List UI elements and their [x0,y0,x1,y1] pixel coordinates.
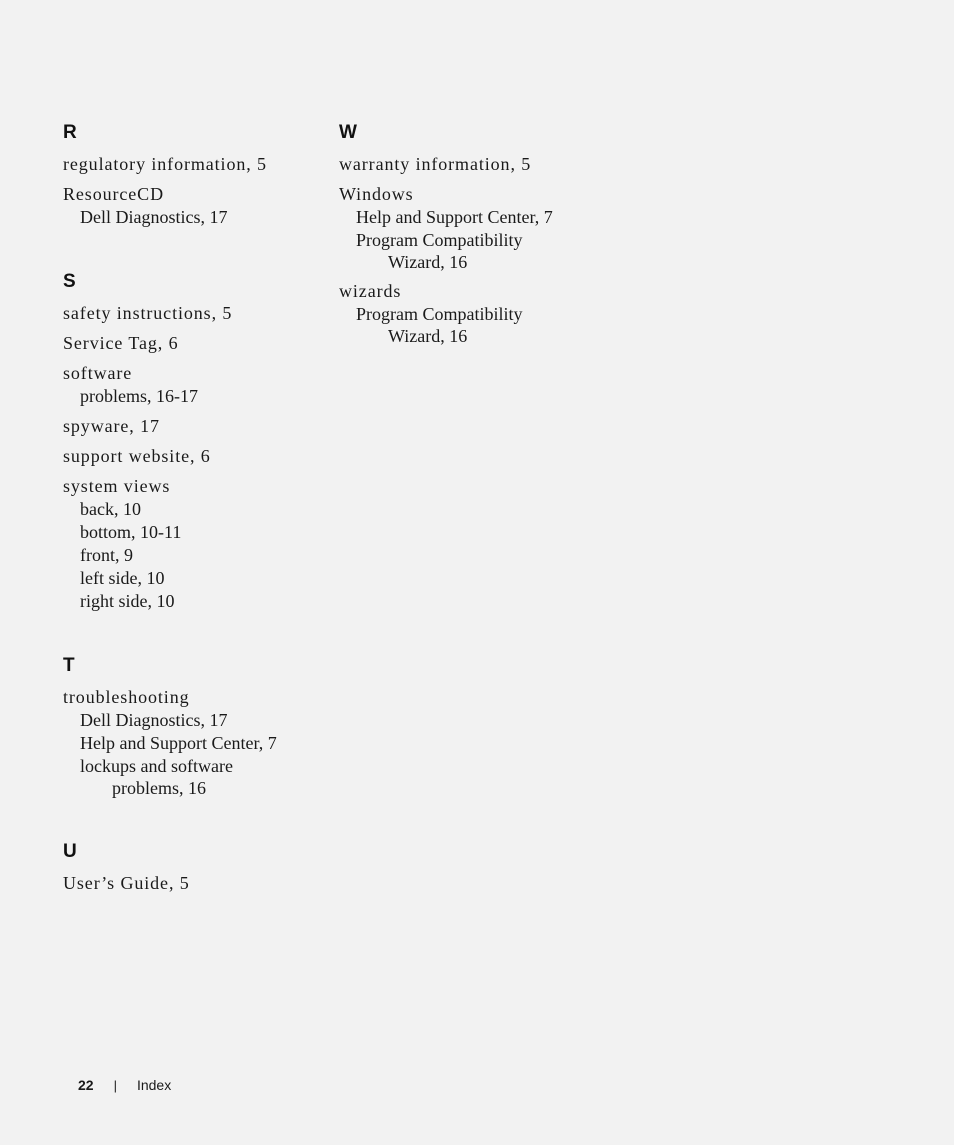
index-entry [63,445,323,468]
index-term: wizards [339,281,402,301]
page-number: 22 [78,1077,94,1093]
index-section-w [339,122,639,347]
index-subterm: back, 10 [80,499,141,519]
index-subterm-continuation: Wizard, 16 [388,252,468,272]
index-section-r [63,122,323,229]
index-subterm: bottom, 10-11 [80,522,182,542]
index-term: Service Tag, 6 [63,333,179,353]
index-term: regulatory information, 5 [63,154,267,174]
index-subterm: right side, 10 [80,591,175,611]
index-entry [63,183,323,229]
index-column-left [63,122,323,937]
index-term: safety instructions, 5 [63,303,233,323]
index-term: spyware, 17 [63,416,160,436]
index-section-u [63,841,323,895]
index-entry [63,362,323,408]
index-section-s [63,271,323,613]
index-term: Windows [339,184,414,204]
index-term: troubleshooting [63,687,190,707]
index-term: support website, 6 [63,446,211,466]
index-entry [63,415,323,438]
section-letter: T [63,655,75,676]
index-subterm: Program Compatibility [356,230,523,250]
section-letter: W [339,122,357,143]
index-subterm: Help and Support Center, 7 [80,733,277,753]
index-subterm: Program Compatibility [356,304,523,324]
index-term: User’s Guide, 5 [63,873,190,893]
index-subterm: front, 9 [80,545,133,565]
index-subterm: Help and Support Center, 7 [356,207,553,227]
index-entry [63,332,323,355]
index-term: warranty information, 5 [339,154,532,174]
index-subterm: Dell Diagnostics, 17 [80,710,228,730]
index-entry [63,872,323,895]
index-entry [63,475,323,613]
index-entry [339,153,639,176]
index-entry [339,280,639,347]
index-term: system views [63,476,171,496]
index-entry [63,686,323,799]
index-subterm-continuation: problems, 16 [112,778,206,798]
index-subterm: lockups and software [80,756,233,776]
index-subterm: problems, 16-17 [80,386,198,406]
index-entry [63,153,323,176]
index-term: ResourceCD [63,184,164,204]
page-footer [78,1077,171,1093]
footer-section-title: Index [136,1077,172,1093]
index-subterm-continuation: Wizard, 16 [388,326,468,346]
index-column-right [339,122,639,389]
index-subterm: Dell Diagnostics, 17 [80,207,228,227]
section-letter: U [63,841,77,862]
section-letter: R [63,122,77,143]
section-letter: S [63,271,76,292]
index-entry [63,302,323,325]
index-entry [339,183,639,273]
index-term: software [63,363,133,383]
index-subterm: left side, 10 [80,568,165,588]
footer-separator: | [113,1077,117,1093]
index-section-t [63,655,323,799]
